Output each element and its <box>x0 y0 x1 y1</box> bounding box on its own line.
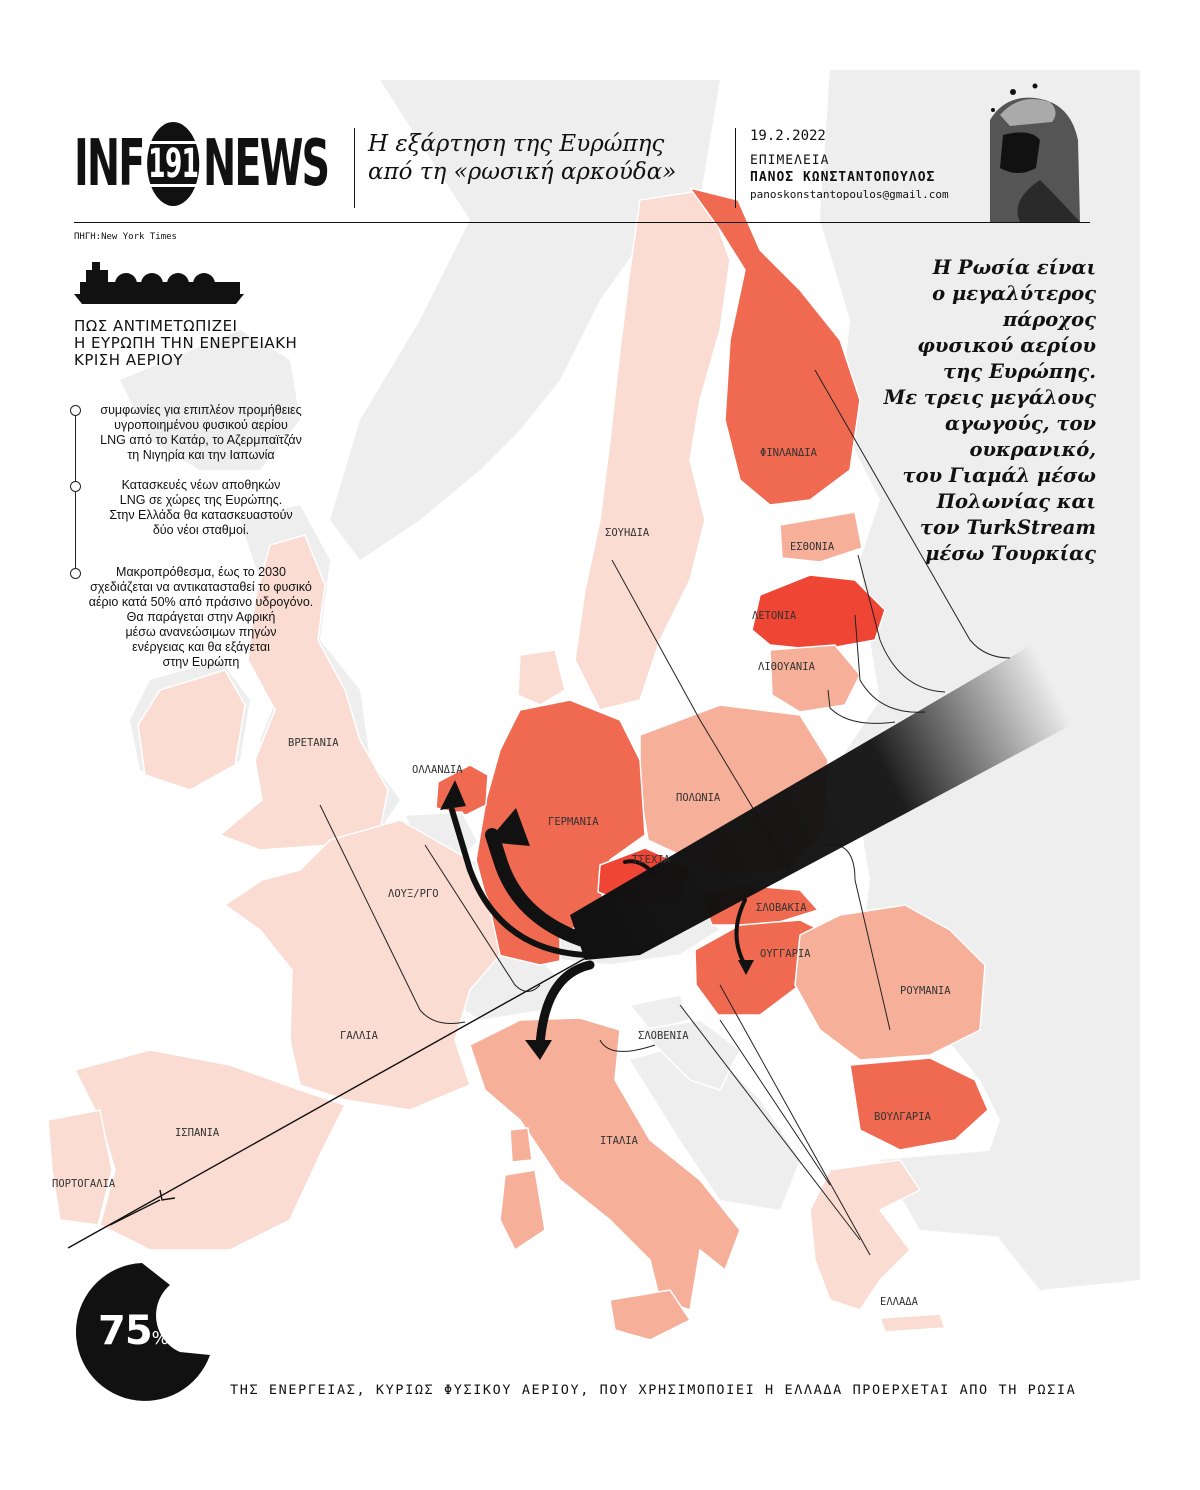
label-slovakia: ΣΛΟΒΑΚΙΑ <box>756 902 807 914</box>
page-title <box>368 130 708 186</box>
bullet-timeline-line <box>75 408 76 576</box>
bullet-2-line: δύο νέοι σταθμοί. <box>152 523 250 537</box>
stat-unit: % <box>151 1328 168 1349</box>
intro-line: τον TurkStream <box>919 516 1096 539</box>
section-line-1: ΠΩΣ ΑΝΤΙΜΕΤΩΠΙΖΕΙ <box>74 317 238 335</box>
bullet-2-line: Στην Ελλάδα θα κατασκευαστούν <box>109 508 293 522</box>
bullet-1-line: LNG από το Κατάρ, το Αζερμπαϊτζάν <box>100 433 302 447</box>
bullet-3-line: στην Ευρώπη <box>162 655 240 669</box>
intro-line: ο μεγαλύτερος <box>932 282 1096 305</box>
editor-name: ΠΑΝΟΣ ΚΩΝΣΤΑΝΤΟΠΟΥΛΟΣ <box>750 170 936 185</box>
bullet-2-line: Κατασκευές νέων αποθηκών <box>121 478 281 492</box>
label-czechia: ΤΣΕΧΙΑ <box>632 854 670 866</box>
section-heading <box>74 318 297 369</box>
bullet-3-line: αέριο κατά 50% από πράσινο υδρογόνο. <box>88 595 314 609</box>
bullet-item-2 <box>86 478 316 538</box>
corsica-shape <box>510 1128 532 1162</box>
bullet-dot-3 <box>70 568 81 579</box>
stat-caption: ΤΗΣ ΕΝΕΡΓΕΙΑΣ, ΚΥΡΙΩΣ ΦΥΣΙΚΟΥ ΑΕΡΙΟΥ, ΠΟΥ ΧΡΗΣΙΜΟΠΟΙΕΙ Η ΕΛΛΑΔΑ ΠΡΟΕΡΧΕΤΑΙ ΑΠΟ ΤΗ ΡΩΣΙΑ <box>230 1382 1077 1398</box>
brand-logo <box>74 122 328 206</box>
editor-block <box>750 152 949 203</box>
bullet-3-line: ενέργειας και θα εξάγεται <box>132 640 270 654</box>
lng-ship-icon <box>74 262 244 304</box>
label-sweden: ΣΟΥΗΔΙΑ <box>605 527 650 539</box>
sardinia-shape <box>500 1170 545 1250</box>
header-divider-1 <box>354 128 355 208</box>
portugal-shape <box>48 1110 112 1225</box>
bullet-dot-2 <box>70 481 81 492</box>
brand-right: NEWS <box>203 127 329 201</box>
bullet-1-line: συμφωνίες για επιπλέον προμήθειες <box>100 403 302 417</box>
header-rule <box>74 222 1090 223</box>
intro-line: ουκρανικό, <box>969 438 1096 461</box>
label-spain: ΙΣΠΑΝΙΑ <box>175 1127 220 1139</box>
greece-shape <box>810 1160 920 1310</box>
brand-left: INF <box>74 127 144 201</box>
bullet-3-line: Μακροπρόθεσμα, έως το 2030 <box>116 565 286 579</box>
section-line-3: ΚΡΙΣΗ ΑΕΡΙΟΥ <box>74 351 184 369</box>
title-line-2: από τη «ρωσική αρκούδα» <box>368 159 677 185</box>
label-latvia: ΛΕΤΟΝΙΑ <box>752 610 797 622</box>
intro-line: αγωγούς, τον <box>945 412 1096 435</box>
intro-line: φυσικού αερίου <box>917 334 1096 357</box>
bullet-item-1 <box>86 403 316 463</box>
intro-line: πάροχος <box>1003 308 1096 331</box>
intro-line: της Ευρώπης. <box>942 360 1096 383</box>
intro-line: Η Ρωσία είναι <box>932 256 1096 279</box>
label-germany: ΓΕΡΜΑΝΙΑ <box>548 816 599 828</box>
intro-line: του Γιαμάλ μέσω <box>902 464 1096 487</box>
france-shape <box>225 820 500 1110</box>
section-line-2: Η ΕΥΡΩΠΗ ΤΗΝ ΕΝΕΡΓΕΙΑΚΗ <box>74 334 298 352</box>
label-hungary: ΟΥΓΓΑΡΙΑ <box>760 948 811 960</box>
editor-email[interactable]: panoskonstantopoulos@gmail.com <box>750 188 949 201</box>
label-finland: ΦΙΝΛΑΝΔΙΑ <box>760 447 817 459</box>
label-italy: ΙΤΑΛΙΑ <box>600 1135 638 1147</box>
bullet-3-line: σχεδιάζεται να αντικατασταθεί το φυσικό <box>90 580 312 594</box>
source-note: ΠΗΓΗ:New York Times <box>74 232 177 242</box>
bullet-3-line: μέσω ανανεώσιμων πηγών <box>125 625 277 639</box>
title-line-1: Η εξάρτηση της Ευρώπης <box>368 131 665 157</box>
editor-label: ΕΠΙΜΕΛΕΙΑ <box>750 153 830 168</box>
label-slovenia: ΣΛΟΒΕΝΙΑ <box>638 1030 689 1042</box>
label-bulgaria: ΒΟΥΛΓΑΡΙΑ <box>874 1111 931 1123</box>
bullet-item-3 <box>86 565 316 670</box>
label-netherlands: ΟΛΛΑΝΔΙΑ <box>412 764 463 776</box>
label-uk: ΒΡΕΤΑΝΙΑ <box>288 737 339 749</box>
intro-line: Πολωνίας και <box>936 490 1096 513</box>
bullet-2-line: LNG σε χώρες της Ευρώπης. <box>119 493 283 507</box>
intro-line: Με τρεις μεγάλους <box>883 386 1096 409</box>
bullet-dot-1 <box>70 405 81 416</box>
label-poland: ΠΟΛΩΝΙΑ <box>676 792 721 804</box>
intro-text <box>776 255 1096 567</box>
label-estonia: ΕΣΘΟΝΙΑ <box>790 541 835 553</box>
stat-value <box>98 1308 168 1354</box>
bullet-1-line: υγροποιημένου φυσικού αερίου <box>114 418 288 432</box>
brand-number-badge <box>147 122 199 206</box>
header-divider-2 <box>735 128 736 208</box>
intro-line: μέσω Τουρκίας <box>925 542 1096 565</box>
bullet-3-line: Θα παράγεται στην Αφρική <box>126 610 276 624</box>
bullet-1-line: τη Νιγηρία και την Ιαπωνία <box>127 448 275 462</box>
label-france: ΓΑΛΛΙΑ <box>340 1030 378 1042</box>
stat-number: 75 <box>98 1308 152 1354</box>
crete-shape <box>880 1314 945 1332</box>
denmark-shape <box>518 650 565 705</box>
label-romania: ΡΟΥΜΑΝΙΑ <box>900 985 951 997</box>
label-greece: ΕΛΛΑΔΑ <box>880 1296 918 1308</box>
brand-number: 191 <box>146 141 201 187</box>
lithuania-shape <box>770 645 860 712</box>
publish-date: 19.2.2022 <box>750 128 826 144</box>
label-luxembourg: ΛΟΥΞ/ΡΓΟ <box>388 888 439 900</box>
label-lithuania: ΛΙΘΟΥΑΝΙΑ <box>758 661 815 673</box>
bulgaria-shape <box>850 1058 988 1150</box>
label-portugal: ΠΟΡΤΟΓΑΛΙΑ <box>52 1178 116 1190</box>
